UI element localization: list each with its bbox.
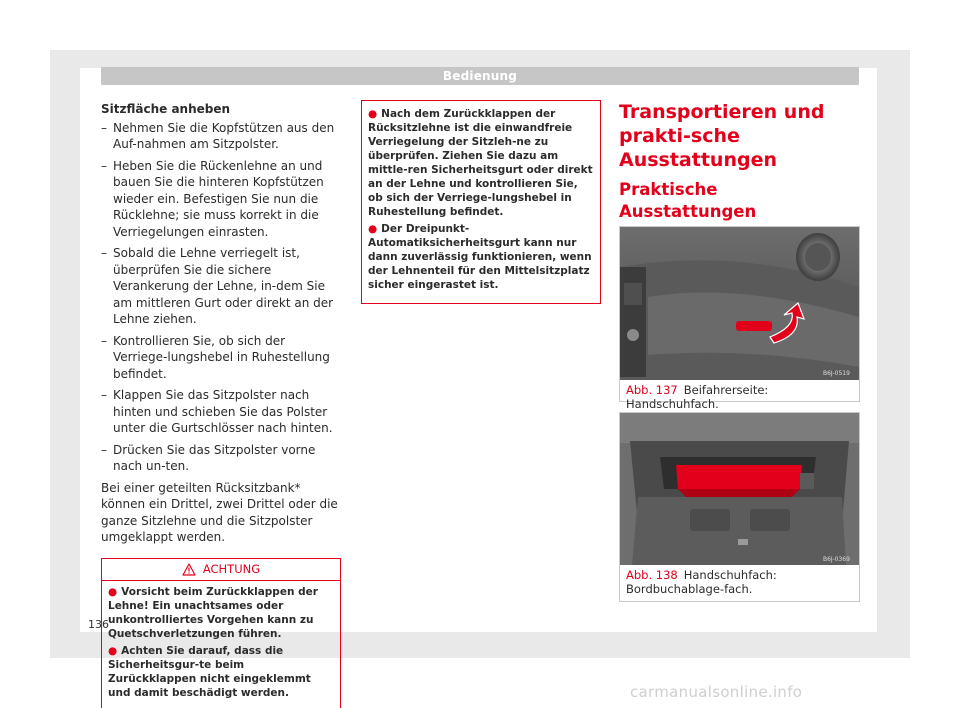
glovebox-interior-illustration xyxy=(620,413,859,565)
page-number: 136 xyxy=(88,618,109,631)
section-header: Bedienung xyxy=(101,67,859,85)
step-item: – Kontrollieren Sie, ob sich der Verriege-lungshebel in Ruhestellung befindet. xyxy=(101,333,330,381)
figure-code: B6J-0369 xyxy=(823,556,850,563)
body-paragraph: Bei einer geteilten Rücksitzbank* können ein Drittel, zwei Drittel oder die ganze Sitzlehne und die Sitzpolster umgeklappt werden. xyxy=(101,480,338,544)
column-middle xyxy=(361,101,601,304)
column-left xyxy=(101,101,341,708)
warning-continuation-box xyxy=(361,100,601,304)
warning-item: ● Nach dem Zurückklappen der Rücksitzlehne ist die einwandfreie Verriegelung der Sitzleh-ne zu überprüfen. Ziehen Sie dazu am mittle-ren Sicherheitsgurt oder direkt an der Lehne und kontrollieren Sie, ob sich der Verriege-lungshebel in Ruhestellung befindet. xyxy=(368,108,593,218)
warning-header xyxy=(102,559,340,581)
warning-item: ● Achten Sie darauf, dass die Sicherheitsgur-te beim Zurückklappen nicht eingeklemmt und damit beschädigt werden. xyxy=(108,644,311,699)
step-item: – Drücken Sie das Sitzpolster vorne nach un-ten. xyxy=(101,442,316,473)
warning-body xyxy=(102,581,340,708)
step-list xyxy=(101,120,341,475)
sub-heading: Sitzfläche anheben xyxy=(101,102,231,116)
warning-item: ● Der Dreipunkt-Automatiksicherheitsgurt kann nur dann zuverlässig funktionieren, wenn der Lehnenteil für den Mittelsitzplatz sicher eingerastet ist. xyxy=(368,223,592,291)
warning-triangle-icon xyxy=(182,563,196,576)
warning-box xyxy=(101,558,341,708)
watermark: carmanualsonline.info xyxy=(630,683,803,701)
step-item: – Sobald die Lehne verriegelt ist, überprüfen Sie die sichere Verankerung der Lehne, in-dem Sie am mittleren Gurt oder direkt an der Lehne ziehen. xyxy=(101,246,334,326)
figure-glovebox-exterior xyxy=(619,226,860,411)
figure-caption: Abb. 137 Beifahrerseite: Handschuhfach. xyxy=(626,383,769,411)
section-title: Praktische Ausstattungen xyxy=(619,180,757,221)
warning-title: ACHTUNG xyxy=(202,561,261,576)
glovebox-exterior-illustration xyxy=(620,227,859,380)
chapter-title: Transportieren und prakti-sche Ausstattungen xyxy=(619,101,825,171)
figure-code: B6J-0519 xyxy=(823,370,850,377)
warning-item: ● Vorsicht beim Zurückklappen der Lehne! Ein unachtsames oder unkontrolliertes Vorgehen kann zu Quetschverletzungen führen. xyxy=(108,585,318,640)
step-item: – Nehmen Sie die Kopfstützen aus den Auf-nahmen am Sitzpolster. xyxy=(101,120,335,151)
step-item: – Heben Sie die Rückenlehne an und bauen Sie die hinteren Kopfstützen wieder ein. Befestigen Sie nun die Rücklehne; sie muss korrekt in die Verriegelungen einrasten. xyxy=(101,158,324,239)
figure-caption: Abb. 138 Handschuhfach: Bordbuchablage-fach. xyxy=(626,568,777,596)
step-item: – Klappen Sie das Sitzpolster nach hinten und schieben Sie das Polster unter die Gurtschlösser nach hinten. xyxy=(101,388,333,435)
figure-glovebox-interior xyxy=(619,412,860,602)
